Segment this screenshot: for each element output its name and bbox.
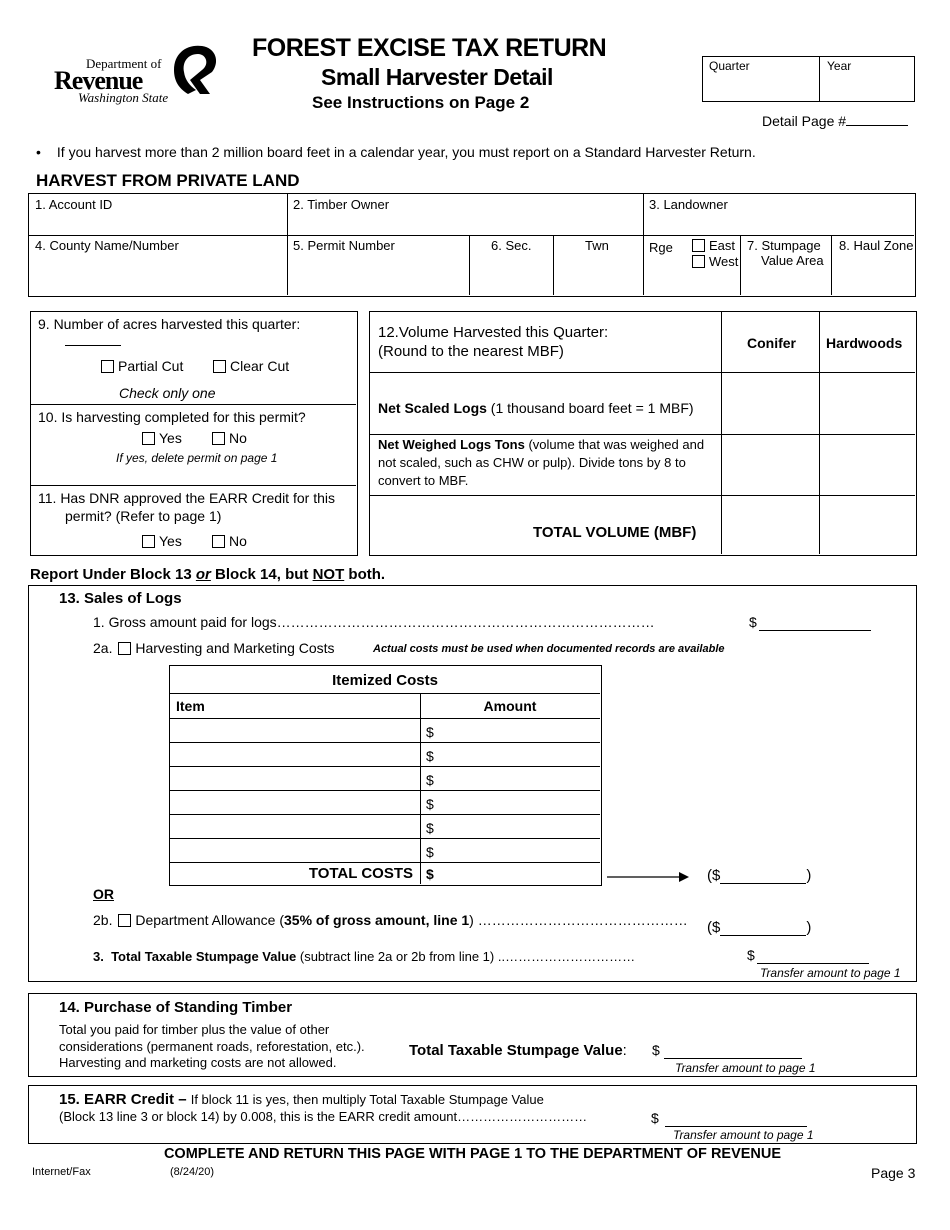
logo-line2: Revenue xyxy=(54,66,143,95)
block12-title-2: (Round to the nearest MBF) xyxy=(378,343,564,360)
block11-label-1: 11. Has DNR approved the EARR Credit for this xyxy=(38,490,335,506)
net-weighed-conifer-field[interactable] xyxy=(723,436,818,494)
block15-transfer-note: Transfer amount to page 1 xyxy=(673,1128,814,1142)
clear-cut-option[interactable]: Clear Cut xyxy=(213,358,289,374)
col-amount-header: Amount xyxy=(483,698,537,714)
line2a: 2a. Harvesting and Marketing Costs xyxy=(93,640,335,656)
block14-text-3: Harvesting and marketing costs are not allowed. xyxy=(59,1055,337,1070)
cost-row-6-dollar: $ xyxy=(426,844,434,860)
net-weighed-hardwoods-field[interactable] xyxy=(821,436,915,494)
block14-label: Total Taxable Stumpage Value: xyxy=(409,1042,627,1059)
instructions-note: See Instructions on Page 2 xyxy=(312,93,530,112)
quarter-field[interactable] xyxy=(705,71,815,99)
block13-sales-of-logs xyxy=(28,585,917,982)
page-title: FOREST EXCISE TAX RETURN xyxy=(252,34,607,62)
block10-label: 10. Is harvesting completed for this permit? xyxy=(38,409,306,425)
quarter-year-box xyxy=(702,56,915,102)
footer-instruction: COMPLETE AND RETURN THIS PAGE WITH PAGE 1 TO THE DEPARTMENT OF REVENUE xyxy=(163,1146,782,1162)
rge-label: Rge xyxy=(649,240,673,255)
report-rule: Report Under Block 13 or Block 14, but NOT both. xyxy=(30,566,386,583)
notice: • If you harvest more than 2 million board feet in a calendar year, you must report on a Standard Harvester Return. xyxy=(36,144,756,160)
stumpage-label-1: 7. Stumpage xyxy=(747,238,821,253)
block14-text-1: Total you paid for timber plus the value of other xyxy=(59,1022,330,1037)
year-field[interactable] xyxy=(823,71,913,99)
costs-total-field[interactable]: ($ ) xyxy=(707,867,812,884)
twn-label: Twn xyxy=(585,238,609,253)
net-scaled-label: Net Scaled Logs (1 thousand board feet = 1 MBF) xyxy=(378,400,694,416)
block11-label-2: permit? (Refer to page 1) xyxy=(65,508,222,524)
block11-no-checkbox[interactable] xyxy=(212,535,225,548)
logo-line1: Department of xyxy=(86,56,162,71)
block14-transfer-note: Transfer amount to page 1 xyxy=(675,1061,816,1075)
blocks-9-11 xyxy=(30,311,358,556)
dept-allowance-checkbox[interactable] xyxy=(118,914,131,927)
acres-field[interactable] xyxy=(65,345,121,346)
hardwoods-header: Hardwoods xyxy=(826,335,903,351)
cost-row-2-dollar: $ xyxy=(426,748,434,764)
block15-field[interactable]: $ xyxy=(651,1110,807,1127)
line3: 3. Total Taxable Stumpage Value (subtract line 2a or 2b from line 1) ..………………………… xyxy=(93,949,636,964)
detail-page-field[interactable] xyxy=(846,112,908,126)
page-subtitle: Small Harvester Detail xyxy=(321,64,553,90)
allowance-field[interactable]: ($ ) xyxy=(707,919,812,936)
sec-label: 6. Sec. xyxy=(491,238,532,253)
block14-title: 14. Purchase of Standing Timber xyxy=(59,999,293,1016)
block13-title: 13. Sales of Logs xyxy=(59,590,182,607)
total-taxable-stumpage-field[interactable]: $ xyxy=(747,947,869,964)
block11-no-option[interactable]: No xyxy=(212,533,247,549)
total-costs-label: TOTAL COSTS xyxy=(308,865,413,882)
block11-yes-checkbox[interactable] xyxy=(142,535,155,548)
harvest-costs-checkbox[interactable] xyxy=(118,642,131,655)
conifer-header: Conifer xyxy=(747,335,796,351)
stumpage-label-2: Value Area xyxy=(761,253,824,268)
col-item-header: Item xyxy=(176,698,205,714)
net-weighed-label: Net Weighed Logs Tons (volume that was weighed and not scaled, such as CHW or pulp). Divide tons by 8 to convert to MBF. xyxy=(378,437,705,488)
block12-volume xyxy=(369,311,917,556)
footer-date: (8/24/20) xyxy=(170,1166,215,1178)
dor-logo xyxy=(52,42,220,108)
line2b: 2b. Department Allowance (35% of gross amount, line 1) ……………………………………… xyxy=(93,912,688,928)
cost-row-5-dollar: $ xyxy=(426,820,434,836)
block15-line-2: (Block 13 line 3 or block 14) by 0.008, this is the EARR credit amount………………………… xyxy=(59,1109,588,1124)
block14-text-2: considerations (permanent roads, reforestation, etc.). xyxy=(59,1039,365,1054)
block13-transfer-note: Transfer amount to page 1 xyxy=(760,966,901,980)
or-label: OR xyxy=(93,886,114,902)
section-title: HARVEST FROM PRIVATE LAND xyxy=(36,171,300,190)
itemized-costs-table xyxy=(169,665,602,886)
block11-yes-option[interactable]: Yes xyxy=(142,533,182,549)
detail-page-label: Detail Page # xyxy=(762,112,908,129)
itemized-title: Itemized Costs xyxy=(332,672,438,689)
cost-row-1-dollar: $ xyxy=(426,724,434,740)
east-checkbox[interactable] xyxy=(692,239,705,252)
gross-amount-label: 1. Gross amount paid for logs……………………………………………………………………… xyxy=(93,614,655,630)
total-hardwoods-field[interactable] xyxy=(821,497,915,553)
haul-zone-label: 8. Haul Zone xyxy=(839,238,914,253)
net-scaled-conifer-field[interactable] xyxy=(723,374,818,432)
timber-owner-label: 2. Timber Owner xyxy=(293,197,390,212)
permit-label: 5. Permit Number xyxy=(293,238,395,253)
harvest-info-grid xyxy=(28,193,916,297)
clear-cut-checkbox[interactable] xyxy=(213,360,226,373)
total-volume-label: TOTAL VOLUME (MBF) xyxy=(533,524,697,541)
block10-no-checkbox[interactable] xyxy=(212,432,225,445)
partial-cut-checkbox[interactable] xyxy=(101,360,114,373)
cost-row-4-dollar: $ xyxy=(426,796,434,812)
block10-no-option[interactable]: No xyxy=(212,430,247,446)
logo-mark-icon xyxy=(166,42,220,98)
gross-amount-field[interactable]: $ xyxy=(749,614,871,631)
line2a-note: Actual costs must be used when documented records are available xyxy=(373,643,725,655)
block15-earr xyxy=(28,1085,917,1144)
west-option[interactable]: West xyxy=(692,254,738,269)
county-label: 4. County Name/Number xyxy=(35,238,179,253)
block15-line-1: 15. EARR Credit – If block 11 is yes, then multiply Total Taxable Stumpage Value xyxy=(59,1091,544,1108)
total-conifer-field[interactable] xyxy=(723,497,818,553)
east-option[interactable]: East xyxy=(692,238,735,253)
west-checkbox[interactable] xyxy=(692,255,705,268)
block10-yes-option[interactable]: Yes xyxy=(142,430,182,446)
account-id-label: 1. Account ID xyxy=(35,197,113,212)
logo-line3: Washington State xyxy=(78,90,169,105)
landowner-label: 3. Landowner xyxy=(649,197,728,212)
net-scaled-hardwoods-field[interactable] xyxy=(821,374,915,432)
page-number: Page 3 xyxy=(871,1165,916,1181)
total-costs-dollar: $ xyxy=(426,866,434,882)
block10-note: If yes, delete permit on page 1 xyxy=(116,451,278,465)
block14-purchase xyxy=(28,993,917,1077)
block10-yes-checkbox[interactable] xyxy=(142,432,155,445)
arrow-right-icon xyxy=(607,871,689,883)
year-label: Year xyxy=(827,59,852,73)
quarter-label: Quarter xyxy=(709,59,750,73)
block14-field[interactable]: $ xyxy=(652,1042,802,1059)
footer-left: Internet/Fax xyxy=(32,1166,91,1178)
cost-row-3-dollar: $ xyxy=(426,772,434,788)
block9-note: Check only one xyxy=(119,385,216,401)
block9-label: 9. Number of acres harvested this quarter: xyxy=(38,316,301,332)
partial-cut-option[interactable]: Partial Cut xyxy=(101,358,183,374)
block12-title-1: 12.Volume Harvested this Quarter: xyxy=(378,324,609,341)
